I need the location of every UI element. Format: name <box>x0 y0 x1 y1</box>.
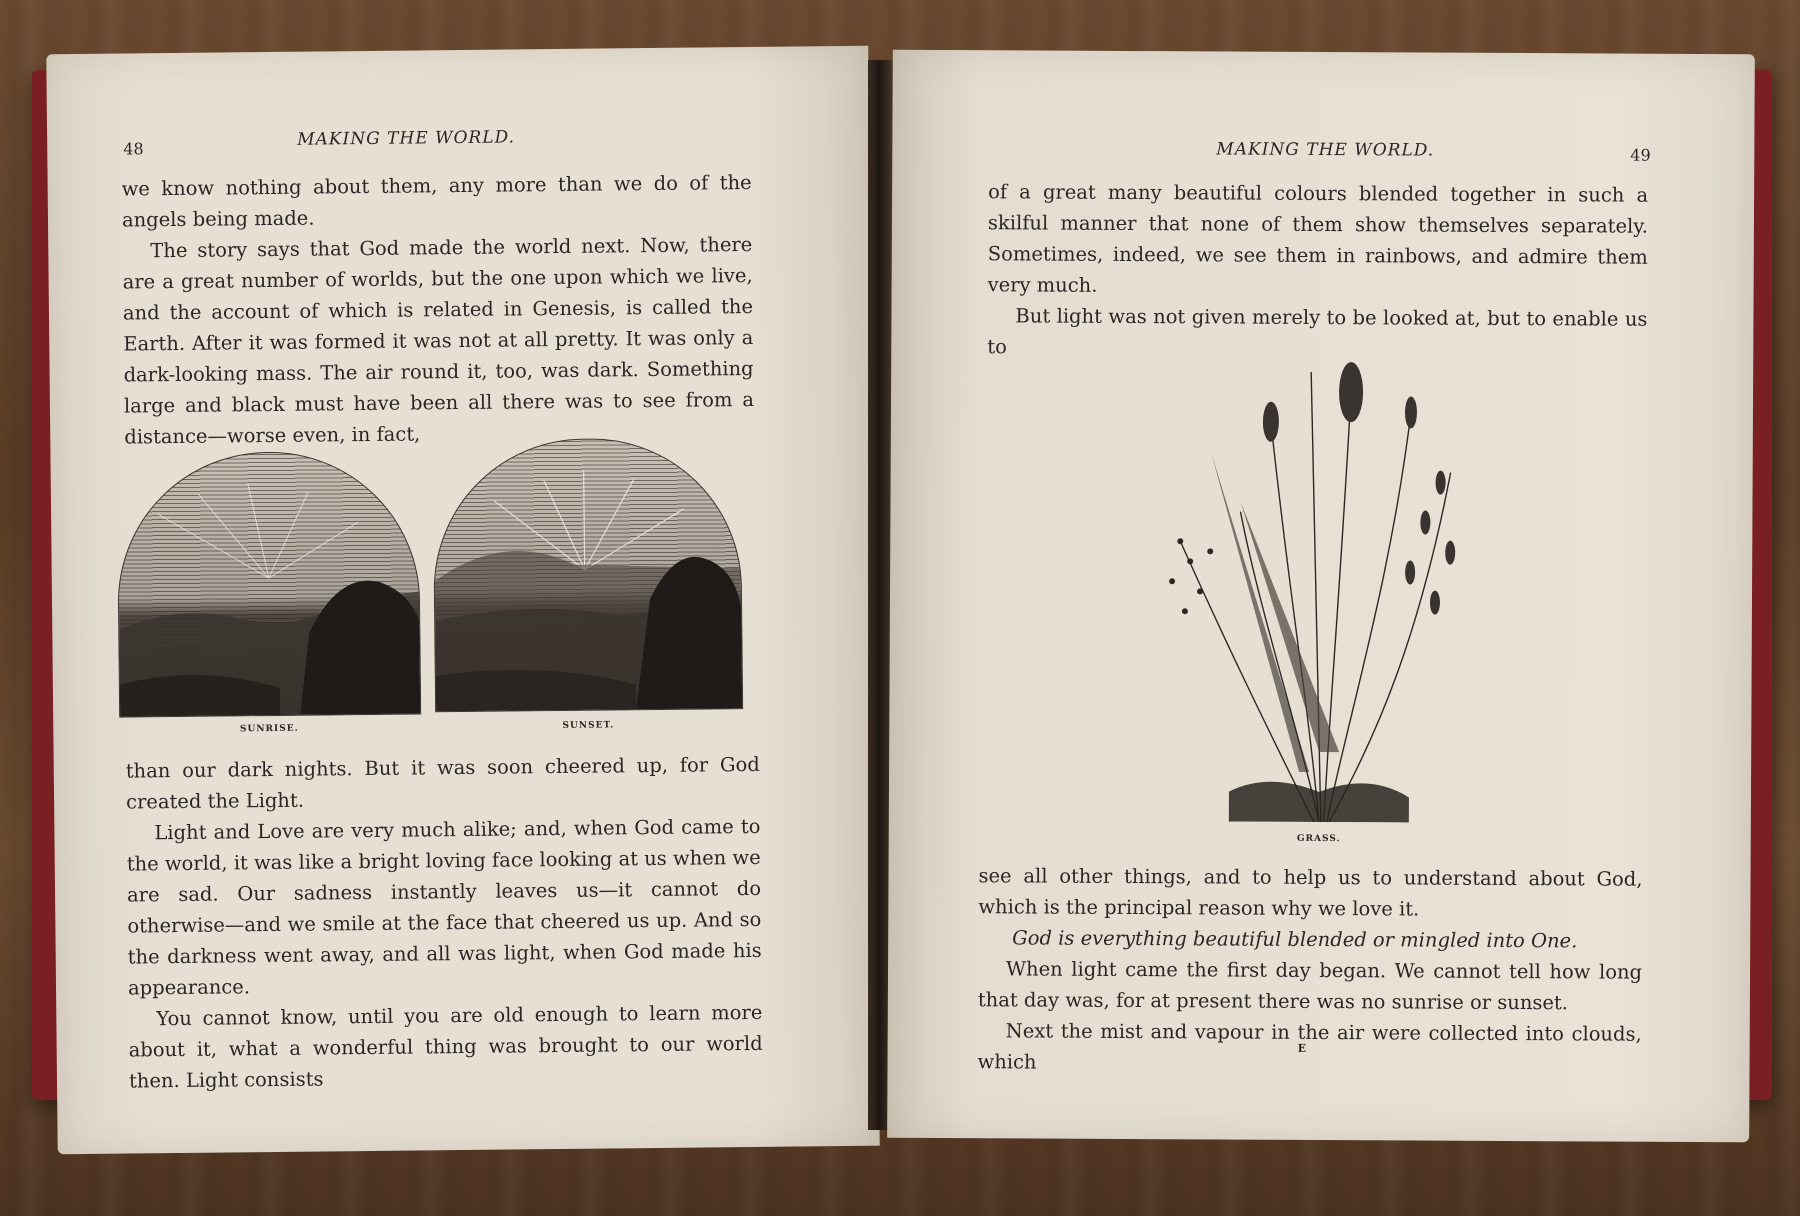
paragraph: But light was not given merely to be looked at, but to enable us to <box>987 304 1648 359</box>
sunset-illustration <box>432 437 743 712</box>
paragraph: than our dark nights. But it was soon cheered up, for God created the Light. <box>125 752 760 814</box>
sunset-engraving <box>433 438 742 711</box>
text-block-top <box>122 167 755 453</box>
running-head: MAKING THE WORLD. <box>297 127 516 150</box>
sunrise-engraving <box>117 451 420 716</box>
paragraph: of a great many beautiful colours blended together in such a skilful manner that none of them show themselves separately. Sometimes, indeed, we see them in rainbows, and admire them very much. <box>987 180 1649 297</box>
caption-sunrise: SUNRISE. <box>239 723 299 735</box>
text-block-bottom <box>977 860 1642 1080</box>
paragraph: You cannot know, until you are old enough to learn more about it, what a wonderful thing was brought to our world then. Light consists <box>128 1000 763 1093</box>
right-page <box>887 50 1755 1142</box>
italic-paragraph: God is everything beautiful blended or mingled into One. <box>1012 926 1578 953</box>
signature-mark: E <box>1297 1041 1307 1055</box>
text-block-bottom <box>126 749 764 1097</box>
paragraph: The story says that God made the world next. Now, there are a great number of worlds, but the one upon which we live, and the account of which is related in Genesis, is called the Earth. After it was formed it was not at all pretty. It was only a dark-looking mass. The air round it, too, was dark. Something large and black must have been all there was to see from a distance—worse even, in fact, <box>122 232 755 449</box>
text-block-top <box>987 176 1648 365</box>
page-number: 49 <box>1630 145 1651 165</box>
running-head: MAKING THE WORLD. <box>1216 139 1435 161</box>
paragraph: When light came the first day began. We cannot tell how long that day was, for at present there was no sunrise or sunset. <box>977 957 1643 1015</box>
caption-grass: GRASS. <box>1296 833 1341 845</box>
left-page <box>46 46 879 1155</box>
grass-illustration <box>1149 351 1491 823</box>
paragraph: Next the mist and vapour in the air were collected into clouds, which <box>977 1019 1642 1074</box>
caption-sunset: SUNSET. <box>562 720 615 731</box>
page-number: 48 <box>123 139 144 159</box>
paragraph: see all other things, and to help us to understand about God, which is the principal reason why we love it. <box>978 864 1643 921</box>
paragraph: Light and Love are very much alike; and, when God came to the world, it was like a bright loving face looking at us when we are sad. Our sadness instantly leaves us—it cannot do otherwise—and we smile at the face that cheered us up. And so the darkness went away, and all was light, when God made his appearance. <box>126 814 762 1000</box>
sunrise-illustration <box>116 450 421 717</box>
paragraph: we know nothing about them, any more than we do of the angels being made. <box>121 170 752 232</box>
